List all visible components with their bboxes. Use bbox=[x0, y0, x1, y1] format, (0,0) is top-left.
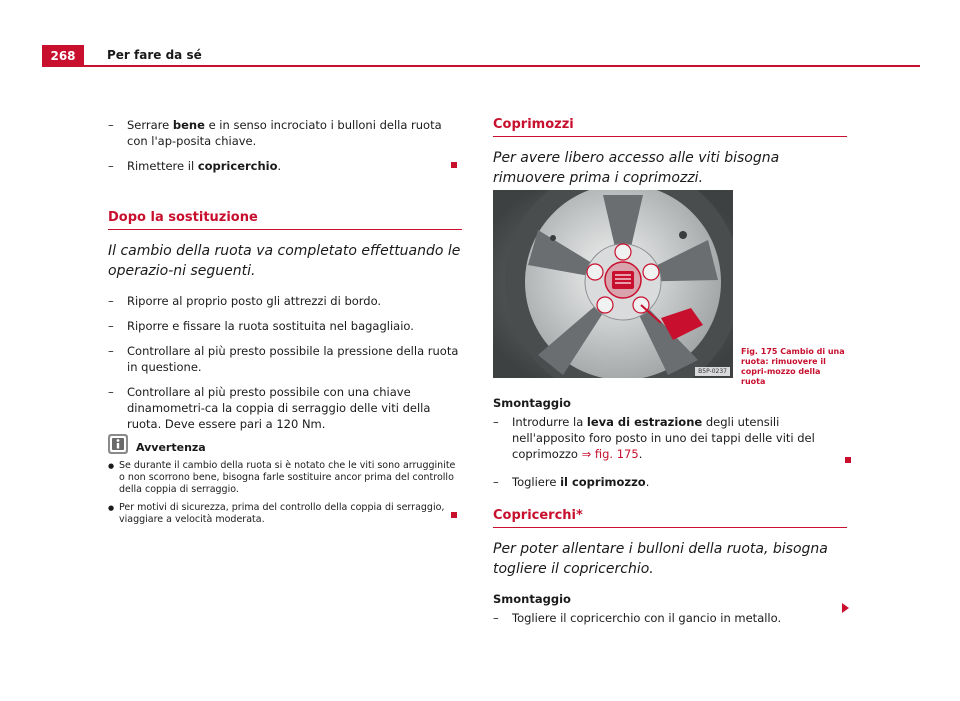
section-title: Copricerchi* bbox=[493, 508, 847, 528]
figure-code: B5P-0237 bbox=[695, 367, 730, 376]
list-item: – Controllare al più presto possibile con una chiave dinamometri-ca la coppia di serraggio delle viti della ruota. Deve essere pari a 120 Nm. bbox=[108, 384, 462, 432]
section-dopo-sostituzione bbox=[108, 210, 462, 441]
note-title: Avvertenza bbox=[136, 441, 206, 454]
continue-arrow-icon bbox=[842, 603, 849, 613]
figure-caption: Fig. 175 Cambio di una ruota: rimuovere il copri-mozzo della ruota bbox=[741, 347, 845, 386]
list-item: – Togliere il coprimozzo. bbox=[493, 474, 847, 490]
section-end-marker bbox=[451, 512, 457, 518]
section-coprimozzi bbox=[493, 117, 847, 188]
note-bullet: ● Per motivi di sicurezza, prima del controllo della coppia di serraggio, viaggiare a velocità moderata. bbox=[108, 502, 462, 526]
list-item: – Introdurre la leva di estrazione degli utensili nell'apposito foro posto in uno dei tappi delle viti del coprimozzo ⇒ fig. 175. bbox=[493, 414, 847, 462]
list-item: – Riporre e fissare la ruota sostituita nel bagagliaio. bbox=[108, 318, 462, 334]
figure-link[interactable]: ⇒ fig. 175 bbox=[581, 447, 639, 461]
section-end-marker bbox=[451, 162, 457, 168]
info-icon bbox=[108, 434, 128, 454]
section-subtitle: Per poter allentare i bulloni della ruota, bisogna togliere il copricerchio. bbox=[493, 541, 828, 577]
list-item: – Controllare al più presto possibile la pressione della ruota in questione. bbox=[108, 343, 462, 375]
steps-header: Smontaggio bbox=[493, 592, 571, 606]
section-subtitle: Il cambio della ruota va completato effettuando le operazio-ni seguenti. bbox=[108, 243, 461, 279]
wheel-illustration bbox=[493, 190, 733, 378]
page-number: 268 bbox=[42, 45, 84, 67]
list-item: – Serrare bene e in senso incrociato i bulloni della ruota con l'ap-posita chiave. bbox=[108, 117, 462, 149]
section-end-marker bbox=[845, 457, 851, 463]
list-item: – Rimettere il copricerchio. bbox=[108, 158, 462, 174]
section-title: Dopo la sostituzione bbox=[108, 210, 462, 230]
list-item: – Togliere il copricerchio con il gancio in metallo. bbox=[493, 610, 847, 626]
section-title: Coprimozzi bbox=[493, 117, 847, 137]
note-box bbox=[108, 433, 462, 532]
steps-header: Smontaggio bbox=[493, 396, 571, 410]
section-subtitle: Per avere libero accesso alle viti bisogna rimuovere prima i coprimozzi. bbox=[493, 150, 780, 186]
coprimozzi-steps bbox=[493, 396, 847, 499]
note-bullet: ● Se durante il cambio della ruota si è notato che le viti sono arrugginite o non scorrono bene, bisogna farle sostituire ancor prima del controllo della coppia di serraggio. bbox=[108, 460, 462, 496]
left-column bbox=[108, 117, 462, 183]
section-copricerchi bbox=[493, 508, 847, 635]
wheel-figure bbox=[493, 190, 733, 378]
list-item: – Riporre al proprio posto gli attrezzi di bordo. bbox=[108, 293, 462, 309]
header-rule bbox=[84, 65, 920, 67]
page-title: Per fare da sé bbox=[107, 48, 202, 62]
